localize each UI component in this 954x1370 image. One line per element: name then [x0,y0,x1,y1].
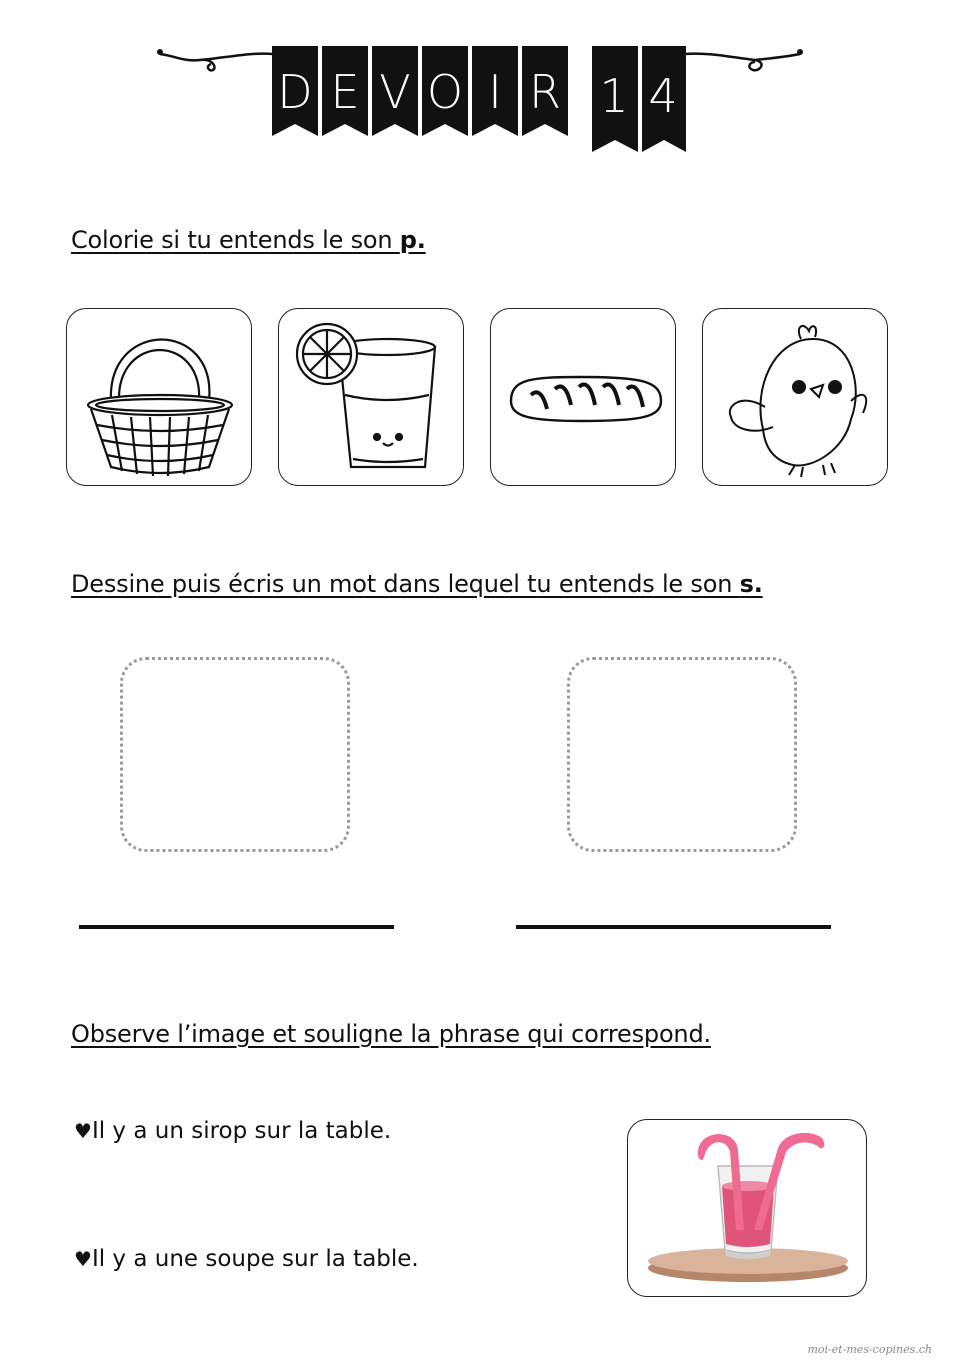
picture-card-chick[interactable] [702,308,888,486]
instruction-bold-sound: s. [739,570,763,598]
banner-letter-d: D [277,65,313,119]
writing-line-right[interactable] [516,925,831,929]
picture-card-syrup [627,1119,867,1297]
bread-icon [491,309,676,486]
drawing-box-right[interactable] [567,657,797,852]
banner-letter-i: I [488,65,502,119]
drawing-box-left[interactable] [120,657,350,852]
basket-icon [67,309,252,486]
syrup-glass-icon [628,1120,867,1297]
instruction-observe: Observe l’image et souligne la phrase qui correspond. [71,1020,711,1048]
writing-line-left[interactable] [79,925,394,929]
banner-letter-o: O [426,65,464,119]
heart-bullet-icon: ♥ [74,1119,92,1143]
instruction-bold-sound: p. [399,226,426,254]
banner-letter-r: R [529,65,561,119]
banner-number-1: 1 [599,69,629,123]
chick-icon [703,309,888,486]
heart-bullet-icon: ♥ [74,1247,92,1271]
banner-letter-e: E [330,65,360,119]
picture-card-bread[interactable] [490,308,676,486]
instruction-draw-s [71,570,763,598]
sentence-option-2[interactable] [74,1246,419,1272]
instruction-text: Colorie si tu entends le son [71,226,400,254]
lemonade-glass-icon [279,309,464,486]
instruction-text: Dessine puis écris un mot dans lequel tu entends le son [71,570,740,598]
sentence-text: Il y a un sirop sur la table. [91,1118,392,1144]
banner-letter-v: V [379,65,411,119]
picture-card-basket[interactable] [66,308,252,486]
picture-card-lemonade[interactable] [278,308,464,486]
banner-number-4: 4 [648,69,678,123]
sentence-text: Il y a une soupe sur la table. [91,1246,419,1272]
instruction-color-p [71,226,426,254]
footer-watermark: moi-et-mes-copines.ch [807,1343,932,1356]
sentence-option-1[interactable] [74,1118,391,1144]
